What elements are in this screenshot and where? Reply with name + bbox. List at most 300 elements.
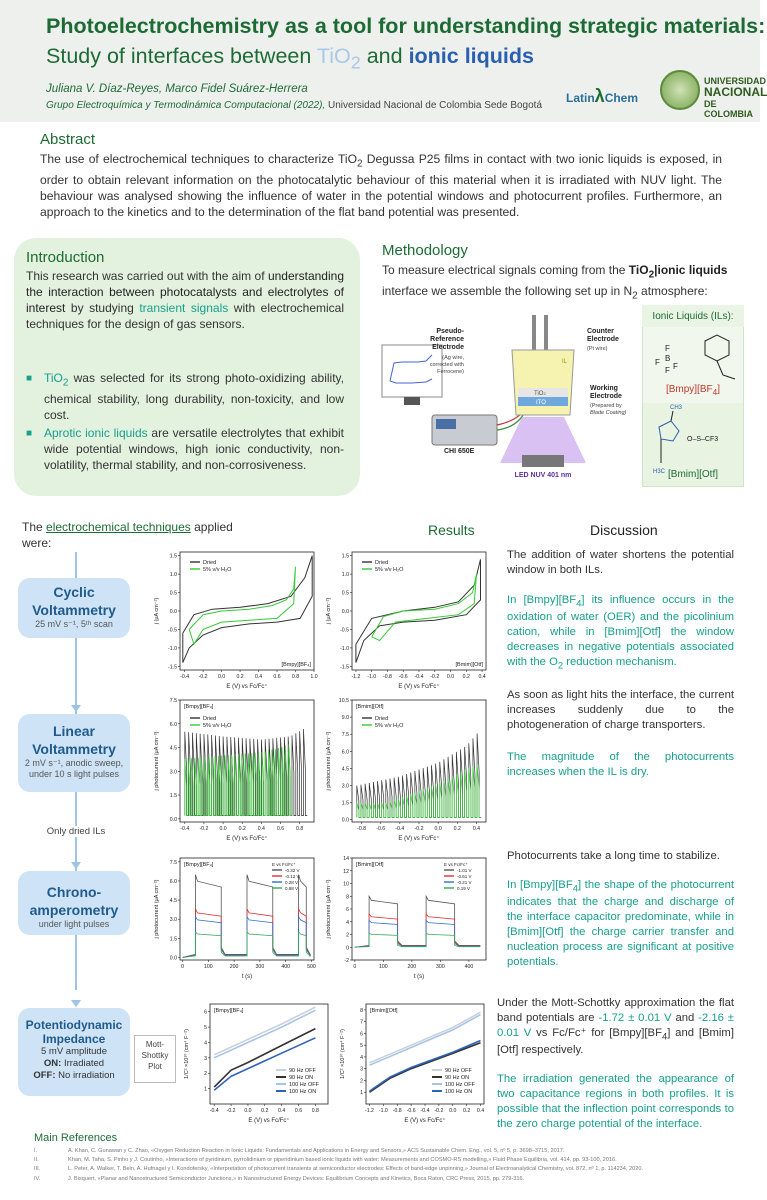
intro-t2: understanding the interaction between photocatalysts and electrolytes of interest (26, 269, 344, 315)
x-tick-label: -0.2 (434, 1108, 444, 1114)
computer-monitor-icon (382, 345, 442, 397)
d7-d: ] and [Bmim][Otf] respectively. (497, 1027, 734, 1057)
y-tick-label: 2 (346, 932, 349, 939)
introduction-title: Introduction (26, 249, 105, 266)
y-tick-label: 4.5 (169, 745, 177, 752)
bullet-ionic-liquids (26, 425, 344, 473)
reference-item (34, 1156, 754, 1165)
pi-on (18, 1058, 130, 1070)
abstract-p1: The use of electrochemical techniques to characterize TiO (40, 152, 357, 166)
x-tick-label: 0.0 (434, 826, 442, 832)
y-tick-label: 0.0 (169, 609, 177, 615)
d2-c: reduction mechanism. (563, 656, 677, 669)
d6-a: In [Bmpy][BF (507, 879, 573, 891)
counter-note: (Pt wire) (587, 346, 608, 352)
y-tick-label: 5 (204, 1025, 207, 1032)
butyl-chain-icon (717, 361, 723, 375)
y-tick-label: 6.0 (169, 721, 177, 728)
y-tick-label: 0 (346, 945, 349, 952)
y-tick-label: 6.0 (341, 749, 349, 756)
intro-t5: with electrochemical techniques for the design of gas sensors. (26, 301, 345, 331)
poster-title-line2 (46, 44, 534, 73)
y-tick-label: 1.0 (169, 572, 177, 579)
il1-name-a: [Bmpy][BF (665, 384, 713, 395)
legend-entry: 5% v/v H₂O (203, 567, 232, 573)
x-tick-label: 0.2 (236, 674, 244, 680)
legend-entry: -0.61 V (457, 874, 472, 879)
y-axis-label: 1/C² ×10¹⁰ (cm⁴ F⁻²) (340, 1029, 346, 1079)
ref-text: A. Khan, C. Gunawan y C. Zhao, «Oxygen Reduction Reaction in Ionic Liquids: Fundamentals and Applications in Energy and Sensors,» ACS Sustainable Chem. Eng., vol. 5, nº 5, p. 3698–3715, 2017. (68, 1148, 565, 1154)
x-tick-label: -0.8 (357, 826, 367, 832)
y-tick-label: 6.0 (169, 878, 177, 885)
x-tick-label: 0.4 (476, 1108, 485, 1114)
methodology-text (382, 262, 742, 305)
led-icon (522, 455, 564, 467)
discussion-d8: The irradiation generated the appearance of two capacitance regions in both profiles. It is possible that the inflection point corresponds to the zero charge potential of the interface. (497, 1073, 734, 1130)
bf4-b-icon: B (665, 354, 671, 363)
bullet1-hl: TiO (44, 371, 63, 385)
ref-num: III. (34, 1166, 41, 1173)
led-label: LED NUV 401 nm (514, 472, 572, 479)
chart-ms-bmim (336, 996, 490, 1126)
working-note2: Blade Coating) (590, 410, 627, 416)
meth-t1: To measure electrical signals coming from the (382, 263, 629, 277)
y-axis-label: j (μA cm⁻²) (154, 597, 160, 625)
cv-name-l1: Cyclic (53, 584, 95, 600)
x-tick-label: 0.6 (294, 1108, 303, 1114)
ca-name-l2: amperometry (29, 902, 119, 918)
legend-entry: 90 Hz OFF (445, 1068, 472, 1074)
x-tick-label: -0.4 (209, 1108, 219, 1114)
d7-c: vs Fc/Fc⁺ for [Bmpy][BF (531, 1027, 662, 1039)
methyl-bond-icon (671, 411, 673, 421)
lv-name-l1: Linear (52, 723, 95, 739)
bullet-tio2-text (44, 370, 344, 423)
title-tio2-text: TiO (316, 44, 351, 68)
y-tick-label: -0.5 (340, 627, 349, 634)
unal-l1: UNIVERSIDAD (704, 76, 767, 86)
y-tick-label: 0.5 (341, 590, 349, 597)
x-axis-label: E (V) vs Fc/Fc⁺ (404, 1118, 446, 1124)
legend-entry: 100 Hz ON (289, 1089, 317, 1095)
legend-entry: 0.28 V (285, 880, 299, 885)
y-tick-label: 1.5 (169, 793, 177, 800)
x-tick-label: 0.4 (478, 674, 486, 680)
mott-schottky-plot-label (134, 1035, 176, 1083)
y-tick-label: 10.5 (338, 698, 349, 704)
legend-entry: 90 Hz ON (445, 1075, 470, 1081)
imidazolium-ring-icon (659, 421, 679, 441)
title-tio2 (316, 44, 361, 73)
y-tick-label: 4 (204, 1040, 207, 1047)
y-tick-label: 4.5 (169, 898, 177, 905)
x-tick-label: -0.6 (376, 826, 386, 832)
pseudo-ref-note2: corrected with (429, 362, 464, 368)
abstract-p2: Degussa P25 films in contact with two ionic liquids is exposed, in order to obtain relevant information on the photocatalytic behaviour of this material when it is irradiated with NUV light. The behaviour was analysed showing the influence of water in the potential windows and photocurrent profiles. Furthermore, an approach to the kinetics and to the determination of the flat band potential was presented. (40, 152, 722, 220)
abstract-title: Abstract (40, 131, 96, 148)
y-axis-label: j photocurrent (μA cm⁻²) (326, 879, 332, 939)
pseudo-ref-l1: Pseudo- (436, 328, 464, 335)
il1-name-sub: 4 (712, 387, 718, 397)
pi-off-b: OFF: (33, 1070, 56, 1081)
introduction-text (26, 268, 344, 332)
title-and: and (360, 44, 409, 68)
y-tick-label: 3 (204, 1055, 207, 1062)
y-tick-label: 8 (360, 1007, 363, 1014)
chart-label: [Bmim][Otf] (356, 862, 384, 868)
bf4-structure-icon: F (655, 358, 660, 367)
pi-sub-l1: 5 mV amplitude (40, 1046, 107, 1057)
legend-entry: -0.21 V (457, 880, 472, 885)
unal-l2: NACIONAL (704, 85, 767, 99)
triflate-icon: O–S–CF3 (687, 436, 719, 443)
y-tick-label: 4 (360, 1054, 363, 1061)
discussion-d3: As soon as light hits the interface, the current increases suddenly due to the photogeneration of charge transporters. (507, 689, 734, 731)
il-layer-label: IL (562, 359, 568, 365)
reference-item (34, 1175, 754, 1184)
d2-sub2: 2 (557, 659, 564, 671)
y-tick-label: 2 (204, 1071, 207, 1078)
pi-name-l1: Potentiodynamic (25, 1018, 123, 1032)
x-tick-label: 500 (307, 964, 316, 970)
ito-layer-label: ITO (536, 400, 546, 406)
x-tick-label: 0.0 (219, 826, 227, 832)
d2-b: ] its influence occurs in the oxidation of water (OER) and the picolinium cation, while in [Bmim][Otf] the window decreases in negative potentials associated with the O (507, 594, 734, 669)
title-tio2-sub: 2 (350, 52, 361, 73)
discussion-title: Discussion (590, 522, 658, 538)
bullet2-rest: are versatile electrolytes that exhibit wide potential windows, high ionic conductivity, non-volatility, thermal stability, and non-corrosiveness. (44, 426, 345, 473)
latinchem-logo-b: Chem (604, 91, 639, 105)
y-axis-label: 1/C² ×10¹⁰ (cm⁴ F⁻²) (184, 1029, 190, 1079)
d2-a: In [Bmpy][BF (507, 594, 577, 606)
legend-entry: 5% v/v H₂O (375, 567, 404, 573)
x-tick-label: 0.4 (472, 826, 481, 832)
legend-entry: 100 Hz OFF (445, 1082, 475, 1088)
legend-entry: 100 Hz ON (445, 1089, 473, 1095)
y-tick-label: 3 (360, 1066, 363, 1073)
y-tick-label: 4 (346, 919, 349, 926)
y-tick-label: 0.0 (169, 816, 177, 823)
legend-entry: Dried (203, 560, 217, 566)
d7-a: Under the Mott-Schottky approximation the flat band potentials are (497, 997, 734, 1024)
x-tick-label: -0.4 (420, 1108, 430, 1114)
latinchem-lambda-icon: λ (594, 86, 605, 106)
x-tick-label: 100 (204, 964, 213, 970)
x-axis-label: t (s) (413, 974, 425, 980)
x-tick-label: -0.6 (398, 674, 408, 680)
x-tick-label: 0.2 (462, 674, 470, 680)
x-tick-label: 300 (255, 964, 265, 970)
legend-entry: Dried (375, 560, 389, 566)
x-tick-label: 0 (353, 964, 357, 970)
d2-sub: 4 (576, 597, 582, 609)
tech-title-u: electrochemical techniques (46, 520, 191, 534)
meth-t2-sub: 2 (648, 269, 655, 281)
x-tick-label: 0.6 (273, 674, 281, 680)
x-tick-label: 0.8 (296, 826, 304, 832)
technique-linear-voltammetry (18, 714, 130, 792)
x-tick-label: 0.8 (291, 674, 300, 680)
y-tick-label: 1.5 (341, 553, 349, 560)
y-tick-label: 7.5 (169, 859, 177, 866)
y-tick-label: 6 (204, 1009, 207, 1016)
legend-title: E vs Fc/Fc⁺ (272, 862, 296, 867)
y-tick-label: -1.0 (340, 645, 349, 652)
x-tick-label: 0.0 (446, 674, 455, 680)
y-tick-label: 12 (343, 868, 349, 875)
x-tick-label: 0.2 (238, 826, 246, 832)
meth-t5: atmosphere: (637, 284, 708, 299)
x-tick-label: 1.0 (310, 674, 318, 680)
cv-sub: 25 mV s⁻¹, 5ᵗʰ scan (35, 619, 113, 629)
bullet2-hl: Aprotic ionic liquids (44, 426, 148, 441)
reference-item (34, 1147, 754, 1156)
ref-text: J. Bisquert, «Planar and Nanostructured Semiconductor Junctions,» in Nanostructured Energy Devices: Equilibrium Concepts and Kinetics, Boca Raton, CRC Press, 2015, pp. 279-316. (68, 1175, 525, 1182)
y-tick-label: 3.0 (341, 783, 349, 790)
introduction-bullets (26, 370, 344, 475)
y-tick-label: 8 (346, 894, 349, 901)
y-tick-label: 7 (360, 1019, 363, 1026)
y-tick-label: 0.0 (341, 609, 349, 615)
x-tick-label: 0.0 (244, 1108, 252, 1114)
x-tick-label: -0.2 (430, 674, 440, 680)
monitor-stand-icon (404, 397, 420, 405)
working-note1: (Prepared by (590, 403, 622, 409)
legend-entry: 5% v/v H₂O (203, 723, 232, 729)
ionic-liquids-title: Ionic Liquids (ILs): (652, 311, 734, 322)
references-title: Main References (34, 1132, 118, 1144)
ca-name-l1: Chrono- (46, 884, 102, 900)
arrow-down-icon (71, 705, 81, 712)
x-axis-label: E (V) vs Fc/Fc⁺ (398, 836, 440, 842)
x-tick-label: -1.0 (378, 1108, 388, 1114)
arrow-down-icon (71, 862, 81, 869)
x-tick-label: 0.0 (449, 1108, 457, 1114)
y-tick-label: 10 (343, 881, 349, 888)
y-tick-label: 9.0 (341, 715, 349, 722)
chart-label: [Bmim][Otf] (455, 662, 483, 668)
unal-l3: DE COLOMBIA (704, 99, 753, 119)
x-tick-label: -0.4 (395, 826, 405, 832)
chart-label: [Bmpy][BF₄] (184, 704, 214, 710)
pi-off (18, 1070, 130, 1082)
x-tick-label: -0.2 (198, 674, 208, 680)
bullet-square-icon: ■ (26, 428, 33, 440)
latinchem-logo (566, 86, 638, 107)
il1-name-end: ] (717, 384, 721, 395)
bullet-il-text (44, 425, 344, 473)
meth-t2: TiO (628, 263, 649, 277)
ref-num: IV. (34, 1175, 41, 1182)
affiliation-university: Universidad Nacional de Colombia Sede Bogotá (325, 100, 543, 111)
chart-ca-bmpy (150, 850, 320, 982)
bf4-f-icon: F (673, 362, 678, 371)
x-tick-label: -0.4 (414, 674, 424, 680)
y-tick-label: 4.5 (341, 766, 349, 773)
legend-entry: 100 Hz OFF (289, 1082, 319, 1088)
tio2-label-text: TiO (534, 391, 544, 397)
y-tick-label: 3.0 (169, 917, 177, 924)
x-tick-label: 0.4 (257, 826, 265, 832)
y-tick-label: -2 (344, 958, 349, 964)
ref-num: I. (34, 1148, 38, 1154)
legend-entry: 90 Hz ON (289, 1075, 314, 1081)
plot-frame (352, 552, 486, 670)
y-tick-label: 7.5 (341, 732, 349, 739)
legend-entry: Dried (203, 716, 217, 722)
affiliation-group: Grupo Electroquímica y Termodinámica Computacional (2022), (46, 100, 326, 111)
y-tick-label: 3.0 (169, 769, 177, 776)
il2-name: [Bmim][Otf] (668, 469, 718, 480)
legend-entry: -1.01 V (457, 868, 472, 873)
working-l1: Working (590, 385, 618, 392)
legend-entry: 90 Hz OFF (289, 1068, 316, 1074)
ca-sub: under light pulses (38, 919, 110, 929)
references-list (34, 1147, 754, 1184)
x-tick-label: 0.2 (261, 1108, 269, 1114)
x-tick-label: 100 (379, 964, 388, 970)
discussion-d1: The addition of water shortens the potential window in both ILs. (507, 549, 734, 576)
x-tick-label: 200 (407, 964, 417, 970)
y-tick-label: 1.5 (341, 800, 349, 807)
chart-cv-bmim (322, 544, 492, 692)
y-tick-label: 0.5 (169, 590, 177, 597)
y-tick-label: 1.0 (341, 572, 349, 579)
chart-label: [Bmpy][BF₄] (214, 1008, 244, 1014)
butyl-chain-icon-2 (723, 375, 735, 379)
y-tick-label: 1 (360, 1090, 363, 1097)
cv-name-l2: Voltammetry (32, 602, 116, 618)
meth-t4: interface we assemble the following set up in N (382, 284, 633, 299)
x-tick-label: -1.2 (364, 1108, 374, 1114)
x-tick-label: 0.4 (254, 674, 263, 680)
bullet-square-icon: ■ (26, 373, 33, 384)
y-tick-label: -1.0 (168, 645, 177, 652)
pi-on-text: Irradiated (61, 1058, 105, 1069)
abstract-text (40, 151, 722, 220)
legend-entry: 0.19 V (457, 886, 471, 891)
technique-cyclic-voltammetry (18, 578, 130, 638)
title-ionic-liquids: ionic liquids (408, 44, 534, 68)
y-axis-label: j photocurrent (μA cm⁻²) (154, 879, 160, 939)
legend-entry: -0.32 V (285, 868, 300, 873)
y-tick-label: 5 (360, 1043, 363, 1050)
abstract-p1-sub: 2 (356, 158, 363, 170)
x-tick-label: 0.4 (278, 1108, 286, 1114)
results-title: Results (428, 522, 475, 538)
chart-lv-bmim (322, 692, 492, 844)
discussion-d2 (507, 593, 734, 673)
meth-t4-sub: 2 (632, 290, 638, 302)
pyridinium-ring-icon (705, 335, 729, 361)
counter-l1: Counter (587, 328, 614, 335)
pseudo-ref-note3: Ferrocene) (437, 369, 464, 375)
x-axis-label: E (V) vs Fc/Fc⁺ (248, 1118, 290, 1124)
reference-item (34, 1165, 754, 1174)
chart-label: [Bmim][Otf] (370, 1008, 398, 1014)
x-tick-label: -0.2 (226, 1108, 236, 1114)
legend-entry: -0.12 V (285, 874, 300, 879)
ms-l3: Plot (148, 1062, 162, 1071)
discussion-d6 (507, 878, 734, 970)
ref-text: Khan, M. Taha, S. Pinho y J. Coutinho, «Interactions of pyridinium, pyrrolidinium or piperidinium based ionic liquids with water: Measurements and COSMO-RS modelling,» Fluid Phase Equilibria, vol. 414, pp. 93-100, 2016. (68, 1157, 617, 1164)
d6-b: ] the shape of the photocurrent indicates that the charge and discharge of the interface capacitor predominate, while in [Bmim][Otf] the charge carrier transfer and nucleation process are significant at positive potentials. (507, 879, 735, 969)
authors: Juliana V. Díaz-Reyes, Marco Fidel Suárez-Herrera (46, 83, 308, 95)
y-tick-label: 14 (343, 856, 349, 862)
legend-entry: Dried (375, 716, 389, 722)
d7-b: and (671, 1012, 699, 1024)
y-tick-label: 0.0 (169, 955, 177, 962)
d6-sub: 4 (572, 882, 578, 894)
x-tick-label: -0.2 (199, 826, 209, 832)
poster-title-line1: Photoelectrochemistry as a tool for understanding strategic materials: (46, 14, 766, 38)
ms-l1: Mott- (145, 1040, 165, 1049)
technique-potentiodynamic-impedance (18, 1008, 130, 1096)
discussion-d4: The magnitude of the photocurrents increases when the IL is dry. (507, 751, 734, 778)
x-tick-label: -0.4 (180, 674, 190, 680)
pseudo-ref-l3: Electrode (432, 344, 464, 351)
methodology-title: Methodology (382, 242, 468, 259)
pseudo-ref-l2: Reference (430, 336, 464, 343)
ch3-label-icon: CH3 (670, 405, 683, 411)
x-tick-label: -0.4 (180, 826, 190, 832)
title-line2-a: Study of interfaces between (46, 44, 317, 68)
d7-v2: -2.16 ± 0.01 V (497, 1012, 734, 1039)
intro-t4: transient signals (139, 301, 229, 315)
unal-logo-text (704, 76, 767, 119)
affiliation (46, 100, 542, 111)
y-tick-label: -0.5 (168, 627, 177, 634)
bullet-tio2 (26, 370, 344, 423)
x-tick-label: -0.8 (392, 1108, 402, 1114)
y-tick-label: 0.0 (341, 817, 349, 824)
x-axis-label: t (s) (241, 974, 253, 980)
counter-l2: Electrode (587, 336, 619, 343)
legend-entry: 0.88 V (285, 886, 299, 891)
y-tick-label: 1.5 (169, 553, 177, 560)
x-tick-label: 200 (229, 964, 239, 970)
intro-t3: by studying (65, 301, 140, 315)
x-tick-label: 300 (436, 964, 445, 970)
lv-sub-l2: under 10 s light pulses (28, 769, 120, 779)
experimental-setup-diagram (372, 305, 634, 480)
y-tick-label: 2 (360, 1078, 363, 1085)
unal-seal-icon (660, 70, 700, 110)
x-tick-label: -0.2 (414, 826, 424, 832)
x-tick-label: -0.8 (382, 674, 392, 680)
d7-sub: 4 (662, 1030, 668, 1042)
discussion-d5: Photocurrents take a long time to stabilize. (507, 850, 720, 862)
x-tick-label: 400 (281, 964, 290, 970)
ref-num: II. (34, 1157, 39, 1164)
ref-text: L. Peter, A. Walker, T. Bein, A. Hufnagel y I. Kondofersky, «Interpretation of photocurrent transients at semiconductor electrodes: Effects of band-edge unpinning,» Journal of Electroanalytical Chemistry, vol. 872, nº 1, p. 114234, 2020. (68, 1166, 644, 1173)
ionic-liquids-header (642, 305, 744, 327)
h3c-label-icon: H3C (653, 469, 666, 475)
x-tick-label: 0.2 (453, 826, 461, 832)
lv-name-l2: Voltammetry (32, 741, 116, 757)
arrow-down-icon (71, 1000, 81, 1007)
y-tick-label: 6 (360, 1031, 363, 1038)
x-tick-label: 0.0 (217, 674, 226, 680)
x-tick-label: 0.8 (311, 1108, 319, 1114)
lv-sub-l1: 2 mV s⁻¹, anodic sweep, (24, 758, 124, 768)
only-dried-note: Only dried ILs (22, 826, 130, 837)
il-structures-icon (643, 327, 743, 487)
x-axis-label: E (V) vs Fc/Fc⁺ (226, 836, 268, 842)
potentiostat-screen-icon (436, 419, 456, 429)
discussion-d7 (497, 996, 734, 1058)
chart-lv-bmpy (150, 692, 320, 844)
